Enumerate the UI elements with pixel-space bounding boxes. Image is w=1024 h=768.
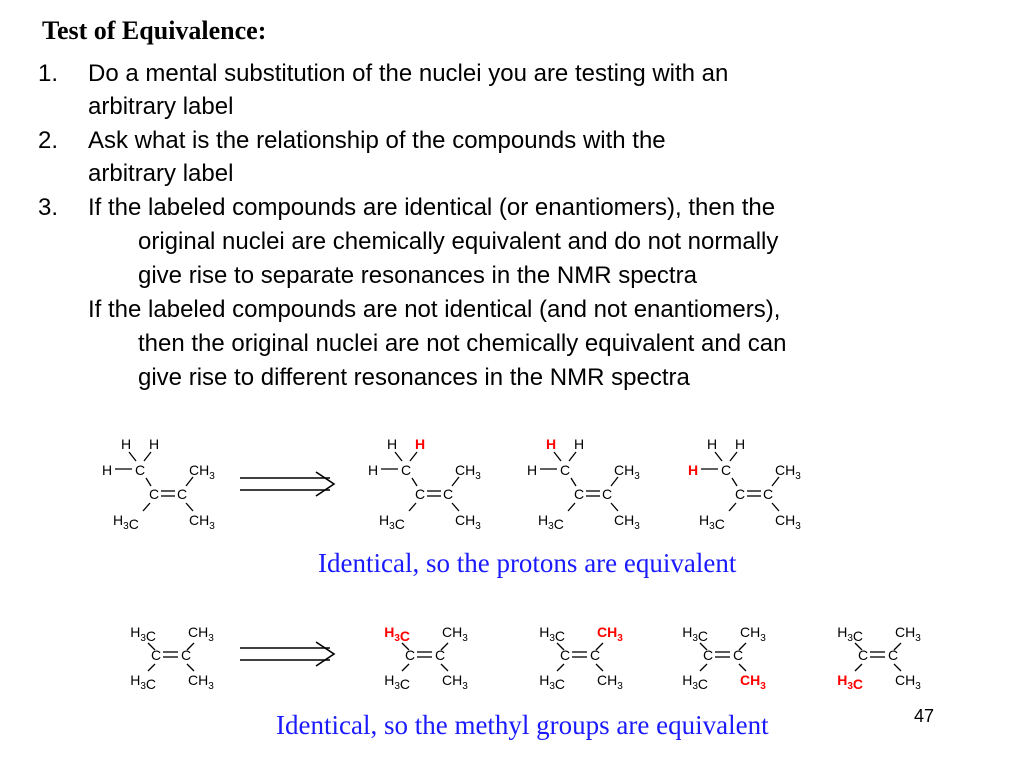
methyl-top-right: $CH_3$ bbox=[740, 624, 766, 644]
methyl-bottom-left: $H_3C$ bbox=[113, 512, 139, 532]
carbon-alkene-1: C bbox=[404, 647, 416, 663]
bond-c2-ch3-top bbox=[186, 477, 193, 486]
methyl-bottom-right: $CH_3$ bbox=[775, 512, 801, 532]
carbon-alkene-1: C bbox=[702, 647, 714, 663]
carbon-alkene-1: C bbox=[414, 486, 426, 502]
bond-c-c1 bbox=[571, 478, 576, 486]
bond-c-c1 bbox=[412, 478, 417, 486]
bond-c2-ch3-top bbox=[452, 477, 459, 486]
methyl-top-right: $CH_3$ bbox=[442, 624, 468, 644]
methyl-bottom-left: $H_3C$ bbox=[837, 672, 863, 692]
carbon-upper: C bbox=[134, 462, 146, 478]
hydrogen-left: H bbox=[367, 462, 379, 478]
bond-h2-c bbox=[569, 452, 576, 461]
bond-h1-c bbox=[129, 452, 136, 461]
carbon-upper: C bbox=[559, 462, 571, 478]
bond-bl bbox=[402, 664, 409, 671]
hydrogen-top-left: H bbox=[706, 436, 718, 452]
methyl-top-right: $CH_3$ bbox=[775, 462, 801, 482]
bond-br bbox=[739, 664, 746, 671]
methyl-bottom-left: $H_3C$ bbox=[538, 512, 564, 532]
methyl-bottom-left: $H_3C$ bbox=[130, 672, 156, 692]
methyl-top-right: $CH_3$ bbox=[895, 624, 921, 644]
bond-h1-c bbox=[554, 452, 561, 461]
caption-methyls-equivalent: Identical, so the methyl groups are equivalent bbox=[276, 710, 769, 740]
bond-h2-c bbox=[730, 452, 737, 461]
carbon-upper: C bbox=[400, 462, 412, 478]
carbon-alkene-1: C bbox=[559, 647, 571, 663]
methyl-top-right: $CH_3$ bbox=[189, 462, 215, 482]
bond-c1-ch3-bottom bbox=[143, 503, 150, 511]
bond-bl bbox=[557, 664, 564, 671]
bond-br bbox=[187, 664, 194, 671]
hydrogen-top-left: H bbox=[545, 436, 557, 452]
hydrogen-top-left: H bbox=[386, 436, 398, 452]
methyl-top-left: $H_3C$ bbox=[130, 624, 156, 644]
hydrogen-top-right: H bbox=[414, 436, 426, 452]
structure-row2-original bbox=[130, 624, 214, 692]
hydrogen-top-right: H bbox=[734, 436, 746, 452]
carbon-alkene-1: C bbox=[148, 486, 160, 502]
structure-row2-label-c bbox=[682, 624, 766, 692]
structure-row2-label-a bbox=[384, 624, 468, 692]
hydrogen-top-left: H bbox=[120, 436, 132, 452]
methyl-bottom-right: $CH_3$ bbox=[895, 672, 921, 692]
structure-row1-label-a bbox=[368, 436, 481, 532]
bond-bl bbox=[855, 664, 862, 671]
step-number-1: 1. bbox=[38, 60, 59, 87]
methyl-bottom-right: $CH_3$ bbox=[614, 512, 640, 532]
carbon-alkene-1: C bbox=[857, 647, 869, 663]
methyl-top-left: $H_3C$ bbox=[539, 624, 565, 644]
step-3b-line-2: then the original nuclei are not chemically equivalent and can bbox=[138, 330, 787, 357]
bond-c-c1 bbox=[732, 478, 737, 486]
step-number-3: 3. bbox=[38, 194, 59, 221]
methyl-bottom-left: $H_3C$ bbox=[699, 512, 725, 532]
step-3-line-1: If the labeled compounds are identical (or enantiomers), then the bbox=[88, 194, 776, 221]
methyl-bottom-left: $H_3C$ bbox=[539, 672, 565, 692]
bond-br bbox=[596, 664, 603, 671]
bond-c1-ch3-bottom bbox=[568, 503, 575, 511]
methyl-bottom-left: $H_3C$ bbox=[384, 672, 410, 692]
carbon-alkene-2: C bbox=[732, 647, 744, 663]
methyl-bottom-right: $CH_3$ bbox=[442, 672, 468, 692]
methyl-top-right: $CH_3$ bbox=[455, 462, 481, 482]
bond-h1-c bbox=[395, 452, 402, 461]
page-number: 47 bbox=[914, 706, 935, 726]
bond-c1-ch3-bottom bbox=[409, 503, 416, 511]
bond-c2-ch3-top bbox=[772, 477, 779, 486]
step-3-line-3: give rise to separate resonances in the NMR spectra bbox=[138, 262, 697, 289]
bond-c2-ch3-bottom bbox=[772, 503, 779, 511]
bond-c2-ch3-top bbox=[611, 477, 618, 486]
structure-row2-label-b bbox=[539, 624, 623, 692]
bond-c2-ch3-bottom bbox=[186, 503, 193, 511]
structure-row1-label-c bbox=[688, 436, 801, 532]
slide-title: Test of Equivalence: bbox=[42, 16, 267, 45]
methyl-top-right: $CH_3$ bbox=[188, 624, 214, 644]
carbon-upper: C bbox=[720, 462, 732, 478]
structure-row1-original bbox=[102, 436, 215, 532]
step-2-line-2: arbitrary label bbox=[88, 160, 234, 187]
carbon-alkene-2: C bbox=[434, 647, 446, 663]
hydrogen-left: H bbox=[101, 462, 113, 478]
bond-h2-c bbox=[410, 452, 417, 461]
methyl-top-left: $H_3C$ bbox=[682, 624, 708, 644]
bond-c2-ch3-bottom bbox=[452, 503, 459, 511]
methyl-bottom-right: $CH_3$ bbox=[189, 512, 215, 532]
bond-br bbox=[894, 664, 901, 671]
carbon-alkene-2: C bbox=[180, 647, 192, 663]
methyl-bottom-right: $CH_3$ bbox=[597, 672, 623, 692]
methyl-bottom-right: $CH_3$ bbox=[740, 672, 766, 692]
methyl-bottom-left: $H_3C$ bbox=[379, 512, 405, 532]
step-number-2: 2. bbox=[38, 127, 59, 154]
carbon-alkene-2: C bbox=[887, 647, 899, 663]
step-1-line-1: Do a mental substitution of the nuclei you are testing with an bbox=[88, 60, 729, 87]
bond-c2-ch3-bottom bbox=[611, 503, 618, 511]
hydrogen-top-right: H bbox=[573, 436, 585, 452]
carbon-alkene-2: C bbox=[589, 647, 601, 663]
bond-c1-ch3-bottom bbox=[729, 503, 736, 511]
bond-bl bbox=[148, 664, 155, 671]
step-3b-line-3: give rise to different resonances in the NMR spectra bbox=[138, 364, 690, 391]
bond-h1-c bbox=[715, 452, 722, 461]
double-arrow-row1 bbox=[240, 472, 334, 496]
methyl-top-left: $H_3C$ bbox=[837, 624, 863, 644]
carbon-alkene-1: C bbox=[150, 647, 162, 663]
bond-c-c1 bbox=[146, 478, 151, 486]
hydrogen-left: H bbox=[526, 462, 538, 478]
caption-protons-equivalent: Identical, so the protons are equivalent bbox=[318, 548, 737, 578]
step-1-line-2: arbitrary label bbox=[88, 93, 234, 120]
hydrogen-left: H bbox=[687, 462, 699, 478]
step-3b-line-1: If the labeled compounds are not identical (and not enantiomers), bbox=[88, 296, 781, 323]
methyl-bottom-left: $H_3C$ bbox=[682, 672, 708, 692]
carbon-alkene-2: C bbox=[601, 486, 613, 502]
methyl-top-right: $CH_3$ bbox=[614, 462, 640, 482]
methyl-top-left: $H_3C$ bbox=[384, 624, 410, 644]
carbon-alkene-2: C bbox=[762, 486, 774, 502]
carbon-alkene-2: C bbox=[442, 486, 454, 502]
structure-row2-label-d bbox=[837, 624, 921, 692]
bond-bl bbox=[700, 664, 707, 671]
carbon-alkene-1: C bbox=[573, 486, 585, 502]
bond-h2-c bbox=[144, 452, 151, 461]
step-3-line-2: original nuclei are chemically equivalent and do not normally bbox=[138, 228, 779, 255]
carbon-alkene-1: C bbox=[734, 486, 746, 502]
double-arrow-row2 bbox=[240, 642, 334, 666]
step-2-line-1: Ask what is the relationship of the compounds with the bbox=[88, 127, 666, 154]
carbon-alkene-2: C bbox=[176, 486, 188, 502]
methyl-bottom-right: $CH_3$ bbox=[188, 672, 214, 692]
bond-br bbox=[441, 664, 448, 671]
hydrogen-top-right: H bbox=[148, 436, 160, 452]
methyl-bottom-right: $CH_3$ bbox=[455, 512, 481, 532]
methyl-top-right: $CH_3$ bbox=[597, 624, 623, 644]
structure-row1-label-b bbox=[527, 436, 640, 532]
